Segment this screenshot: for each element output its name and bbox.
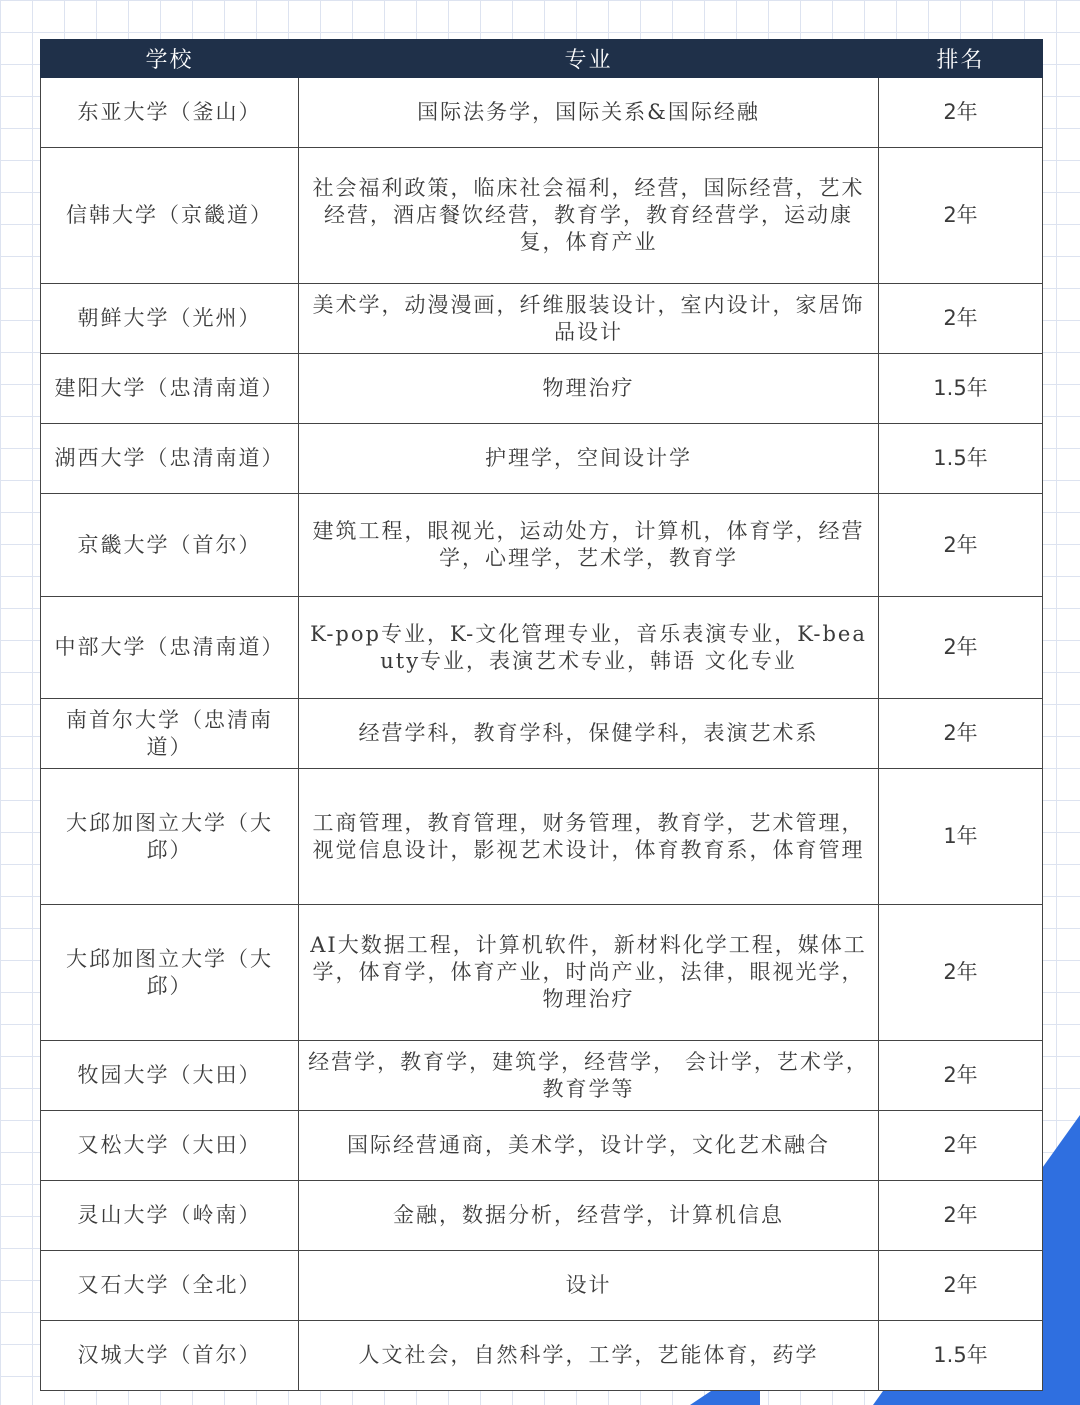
- school-cell: 汉城大学（首尔）: [41, 1321, 299, 1391]
- major-cell: K-pop专业，K-文化管理专业，音乐表演专业，K-beauty专业，表演艺术专业，韩语 文化专业: [299, 597, 879, 699]
- table-header-row: [41, 40, 1043, 78]
- table-row: [41, 1251, 1043, 1321]
- major-cell: 国际经营通商，美术学，设计学，文化艺术融合: [299, 1111, 879, 1181]
- school-cell: 湖西大学（忠清南道）: [41, 424, 299, 494]
- major-cell: 物理治疗: [299, 354, 879, 424]
- header-rank: 排名: [879, 40, 1043, 78]
- major-cell: 建筑工程，眼视光，运动处方，计算机，体育学，经营学，心理学，艺术学，教育学: [299, 494, 879, 597]
- rank-cell: 1.5年: [879, 424, 1043, 494]
- table-row: [41, 699, 1043, 769]
- table-row: [41, 769, 1043, 905]
- school-cell: 牧园大学（大田）: [41, 1041, 299, 1111]
- decorative-tab: [690, 1391, 760, 1405]
- header-major: 专业: [299, 40, 879, 78]
- rank-cell: 2年: [879, 148, 1043, 284]
- rank-cell: 2年: [879, 1251, 1043, 1321]
- major-cell: 设计: [299, 1251, 879, 1321]
- rank-cell: 2年: [879, 1181, 1043, 1251]
- table-row: [41, 1321, 1043, 1391]
- rank-cell: 1年: [879, 769, 1043, 905]
- rank-cell: 2年: [879, 494, 1043, 597]
- rank-cell: 2年: [879, 78, 1043, 148]
- header-school: 学校: [41, 40, 299, 78]
- school-cell: 灵山大学（岭南）: [41, 1181, 299, 1251]
- school-cell: 建阳大学（忠清南道）: [41, 354, 299, 424]
- rank-cell: 2年: [879, 905, 1043, 1041]
- school-cell: 中部大学（忠清南道）: [41, 597, 299, 699]
- table-row: [41, 1041, 1043, 1111]
- rank-cell: 1.5年: [879, 1321, 1043, 1391]
- rank-cell: 2年: [879, 1111, 1043, 1181]
- school-cell: 朝鲜大学（光州）: [41, 284, 299, 354]
- major-cell: 护理学，空间设计学: [299, 424, 879, 494]
- table-row: [41, 494, 1043, 597]
- major-cell: 金融，数据分析，经营学，计算机信息: [299, 1181, 879, 1251]
- school-cell: 南首尔大学（忠清南道）: [41, 699, 299, 769]
- school-cell: 东亚大学（釜山）: [41, 78, 299, 148]
- major-cell: 国际法务学，国际关系&国际经融: [299, 78, 879, 148]
- table-row: [41, 905, 1043, 1041]
- major-cell: AI大数据工程，计算机软件，新材料化学工程，媒体工学，体育学，体育产业，时尚产业，法律，眼视光学，物理治疗: [299, 905, 879, 1041]
- major-cell: 人文社会，自然科学，工学，艺能体育，药学: [299, 1321, 879, 1391]
- rank-cell: 2年: [879, 597, 1043, 699]
- school-cell: 京畿大学（首尔）: [41, 494, 299, 597]
- school-cell: 大邱加图立大学（大邱）: [41, 769, 299, 905]
- rank-cell: 1.5年: [879, 354, 1043, 424]
- school-cell: 又松大学（大田）: [41, 1111, 299, 1181]
- rank-cell: 2年: [879, 1041, 1043, 1111]
- major-cell: 经营学科，教育学科，保健学科，表演艺术系: [299, 699, 879, 769]
- table-row: [41, 424, 1043, 494]
- rank-cell: 2年: [879, 699, 1043, 769]
- university-table: [40, 39, 1043, 1391]
- table-row: [41, 284, 1043, 354]
- major-cell: 美术学，动漫漫画，纤维服装设计，室内设计，家居饰品设计: [299, 284, 879, 354]
- table-row: [41, 1181, 1043, 1251]
- school-cell: 信韩大学（京畿道）: [41, 148, 299, 284]
- table-row: [41, 354, 1043, 424]
- major-cell: 经营学，教育学，建筑学，经营学， 会计学，艺术学，教育学等: [299, 1041, 879, 1111]
- rank-cell: 2年: [879, 284, 1043, 354]
- major-cell: 工商管理，教育管理，财务管理，教育学，艺术管理，视觉信息设计，影视艺术设计，体育教育系，体育管理: [299, 769, 879, 905]
- school-cell: 大邱加图立大学（大邱）: [41, 905, 299, 1041]
- school-cell: 又石大学（全北）: [41, 1251, 299, 1321]
- major-cell: 社会福利政策，临床社会福利，经营，国际经营，艺术经营，酒店餐饮经营，教育学，教育经营学，运动康复，体育产业: [299, 148, 879, 284]
- table-row: [41, 597, 1043, 699]
- table-row: [41, 78, 1043, 148]
- table-row: [41, 148, 1043, 284]
- table-row: [41, 1111, 1043, 1181]
